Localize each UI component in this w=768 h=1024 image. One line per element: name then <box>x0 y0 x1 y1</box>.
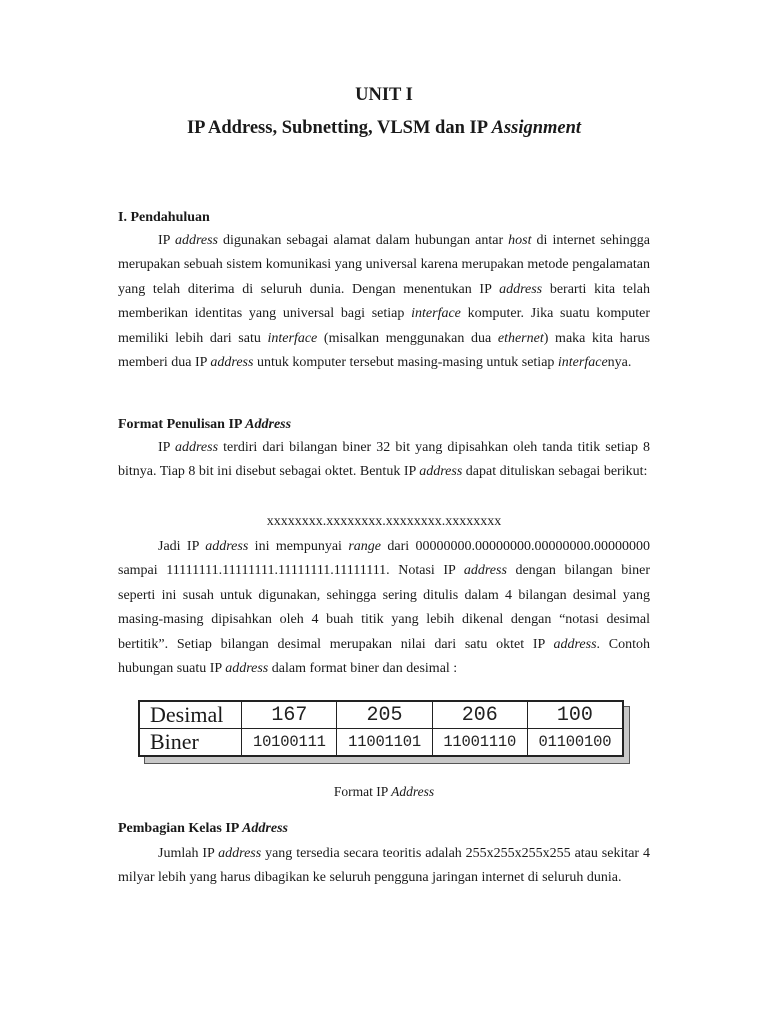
text-run: dalam format biner dan desimal : <box>268 661 458 677</box>
italic-term: address <box>499 281 543 297</box>
italic-term: interface <box>557 355 608 371</box>
italic-term: interface <box>411 306 461 322</box>
paragraph-pendahuluan <box>118 229 650 375</box>
italic-term: address <box>463 563 507 579</box>
table-row-decimal <box>139 701 623 729</box>
italic-term: address <box>218 846 262 861</box>
text-run: dari 00000000.00000000.00000000.00000000 sampai 11111111.11111111.11111111.11111111. Notasi IP <box>118 539 651 579</box>
caption-text: Format IP <box>333 784 392 799</box>
kelas-heading-text: Pembagian Kelas IP <box>118 821 243 836</box>
format-heading-text: Format Penulisan IP <box>118 417 246 432</box>
paragraph-kelas <box>118 842 650 891</box>
text-run: IP <box>158 233 175 248</box>
ip-table-grid <box>138 700 624 757</box>
main-title-text: IP Address, Subnetting, VLSM dan IP <box>186 118 492 138</box>
format-heading-italic: Address <box>245 417 292 432</box>
binary-octet-1: 10100111 <box>242 729 337 757</box>
table-row-binary <box>139 729 623 757</box>
text-run: terdiri dari bilangan biner 32 bit yang dipisahkan oleh tanda titik setiap 8 bitnya. Tiap 8 bit ini disebut sebagai oktet. Bentuk IP <box>118 440 651 480</box>
kelas-heading-italic: Address <box>242 821 288 836</box>
italic-term: address <box>553 636 597 652</box>
text-run: digunakan sebagai alamat dalam hubungan antar <box>218 233 509 248</box>
italic-term: address <box>225 661 269 677</box>
italic-term: range <box>348 539 381 554</box>
italic-term: ethernet <box>497 330 544 346</box>
binary-octet-2: 11001101 <box>337 729 432 757</box>
section-heading-format <box>118 417 291 433</box>
binary-octet-3: 11001110 <box>432 729 527 757</box>
unit-title: UNIT I <box>355 85 413 105</box>
paragraph-format-2 <box>118 535 650 681</box>
text-run: komputer. Jika suatu komputer memiliki lebih dari satu <box>118 306 650 346</box>
italic-term: address <box>174 233 218 248</box>
row-label-decimal: Desimal <box>139 701 242 729</box>
text-run: Jadi IP <box>158 539 206 554</box>
table-shadow-bottom <box>144 756 630 764</box>
text-run: IP <box>158 440 175 455</box>
row-label-binary: Biner <box>139 729 242 757</box>
text-run: untuk komputer tersebut masing-masing untuk setiap <box>253 355 558 371</box>
table-caption <box>0 784 768 800</box>
italic-term: address <box>419 464 463 480</box>
text-run: ) maka kita harus memberi dua IP <box>118 330 651 371</box>
text-run: di internet sehingga merupakan sebuah sistem komunikasi yang universal karena merupakan metode pengalamatan yang telah diterima di seluruh dunia. Dengan menentukan IP <box>118 233 650 297</box>
text-run: ini mempunyai <box>248 539 349 554</box>
ip-address-table <box>138 700 630 764</box>
italic-term: address <box>210 355 254 371</box>
main-title <box>0 118 768 139</box>
main-title-italic: Assignment <box>491 118 582 138</box>
caption-italic: Address <box>391 784 435 799</box>
decimal-octet-2: 205 <box>337 701 432 729</box>
text-run: nya. <box>607 355 632 371</box>
ip-mask-notation: xxxxxxxx.xxxxxxxx.xxxxxxxx.xxxxxxxx <box>266 514 502 529</box>
italic-term: interface <box>267 330 318 346</box>
text-run: yang tersedia secara teoritis adalah 255x255x255x255 atau sekitar 4 milyar lebih yang harus dibagikan ke seluruh pengguna jaringan internet di seluruh dunia. <box>118 846 650 886</box>
section-heading-pendahuluan: I. Pendahuluan <box>118 210 210 225</box>
text-run: dapat dituliskan sebagai berikut: <box>462 464 648 480</box>
italic-term: address <box>175 440 219 455</box>
text-run: berarti kita telah memberikan identitas yang universal bagi setiap <box>118 281 650 322</box>
paragraph-format-1 <box>118 436 650 485</box>
decimal-octet-3: 206 <box>432 701 527 729</box>
decimal-octet-4: 100 <box>527 701 623 729</box>
italic-term: host <box>508 233 532 248</box>
text-run: Jumlah IP <box>158 846 219 861</box>
italic-term: address <box>205 539 249 554</box>
section-heading-kelas <box>118 821 288 837</box>
text-run: dengan bilangan biner seperti ini susah untuk digunakan, sehingga sering ditulis dalam 4 bilangan desimal yang masing-masing dipisahkan oleh 4 buah titik yang lebih dikenal dengan “notasi desimal bertitik”. Setiap bilangan desimal merupakan nilai dari satu oktet IP <box>118 563 651 652</box>
binary-octet-4: 01100100 <box>527 729 623 757</box>
text-run: . Contoh hubungan suatu IP <box>118 636 650 677</box>
text-run: (misalkan menggunakan dua <box>317 330 498 346</box>
decimal-octet-1: 167 <box>242 701 337 729</box>
